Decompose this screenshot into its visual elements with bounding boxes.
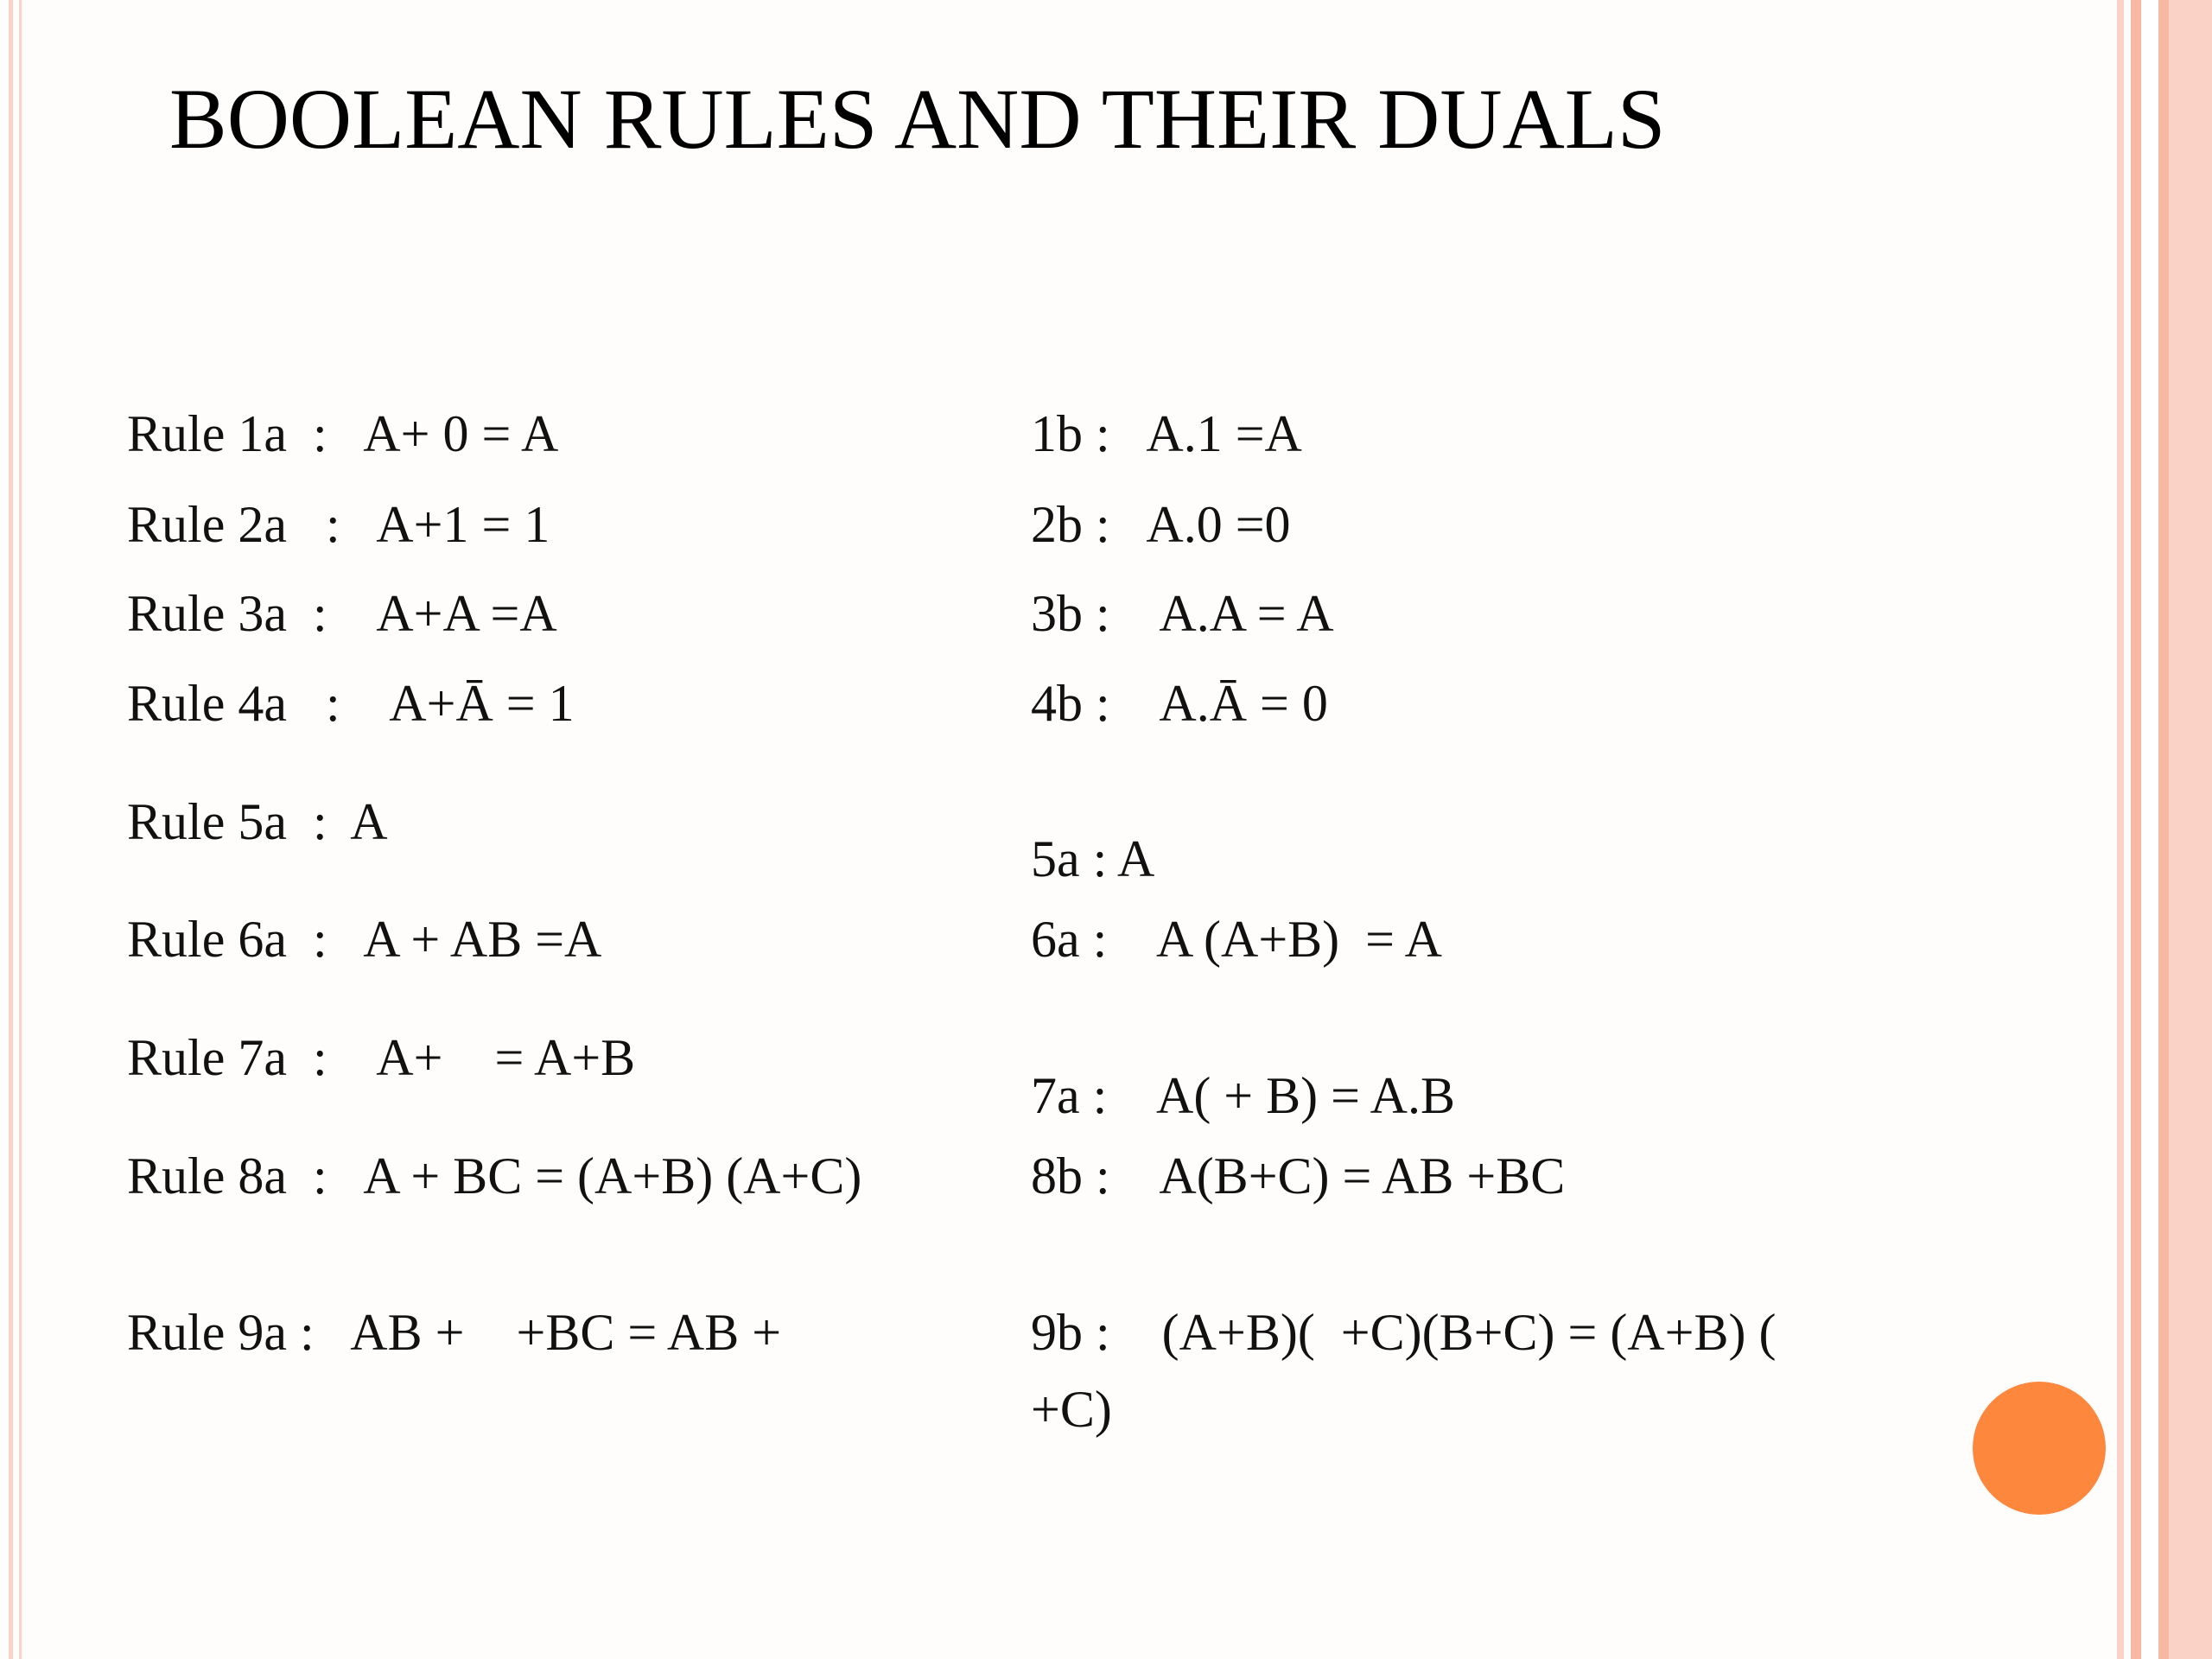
rule-8b: 8b : A(B+C) = AB +BC — [1031, 1147, 1566, 1205]
rule-7a: Rule 7a : A+ = A+B — [127, 1029, 636, 1086]
right-border-stripe-4 — [2158, 0, 2169, 1659]
rule-3a: Rule 3a : A+A =A — [127, 585, 557, 642]
rule-9a: Rule 9a : AB + +BC = AB + — [127, 1304, 782, 1361]
right-border-stripe-1 — [2117, 0, 2124, 1659]
right-border-stripe-5 — [2169, 0, 2212, 1659]
rule-1b: 1b : A.1 =A — [1031, 405, 1302, 462]
right-border-stripe-3 — [2141, 0, 2158, 1659]
slide-title: BOOLEAN RULES AND THEIR DUALS — [169, 71, 1666, 167]
rule-3b: 3b : A.A = A — [1031, 585, 1334, 642]
right-border-stripe-2 — [2131, 0, 2141, 1659]
rule-6a: Rule 6a : A + AB =A — [127, 911, 602, 968]
rule-5a-dual: 5a : A — [1031, 830, 1155, 887]
rule-2a: Rule 2a : A+1 = 1 — [127, 496, 550, 553]
rule-5a: Rule 5a : A — [127, 793, 388, 850]
rule-4a: Rule 4a : A+Ā = 1 — [127, 675, 575, 732]
rule-2b: 2b : A.0 =0 — [1031, 496, 1291, 553]
rule-1a: Rule 1a : A+ 0 = A — [127, 405, 559, 462]
rule-6a-dual: 6a : A (A+B) = A — [1031, 911, 1443, 968]
rule-4b: 4b : A.Ā = 0 — [1031, 675, 1328, 732]
rule-7a-dual: 7a : A( + B) = A.B — [1031, 1067, 1456, 1124]
left-border-stripe — [9, 0, 13, 1659]
accent-dot — [1973, 1382, 2106, 1515]
rule-9b-continuation: +C) — [1031, 1381, 1112, 1438]
rule-8a: Rule 8a : A + BC = (A+B) (A+C) — [127, 1147, 862, 1205]
left-border-stripe-inner — [19, 0, 22, 1659]
rule-9b: 9b : (A+B)( +C)(B+C) = (A+B) ( — [1031, 1304, 1777, 1361]
